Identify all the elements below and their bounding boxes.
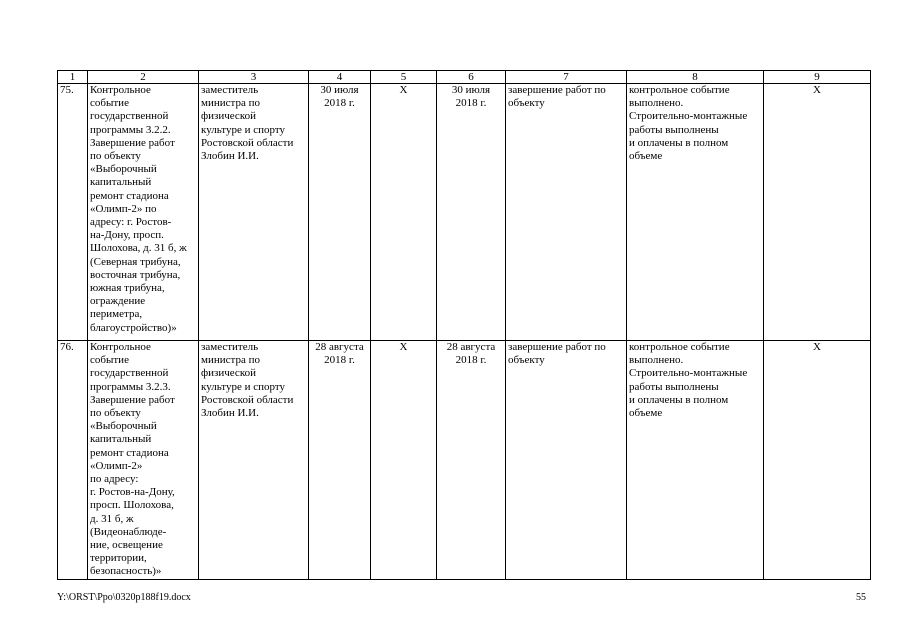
row-number: 76.	[58, 341, 88, 580]
result-cell: завершение работ по объекту	[506, 341, 627, 580]
fact-date-cell: 28 августа 2018 г.	[437, 341, 506, 580]
column-number: 1	[58, 71, 88, 84]
mark-cell: Х	[371, 84, 437, 341]
column-number: 7	[506, 71, 627, 84]
column-number: 9	[764, 71, 871, 84]
document-table	[57, 70, 871, 580]
table-row	[58, 341, 871, 580]
mark-cell: Х	[764, 341, 871, 580]
column-number: 5	[371, 71, 437, 84]
row-number: 75.	[58, 84, 88, 341]
control-event-cell: Контрольное событие государственной программы 3.2.2. Завершение работ по объекту «Выборочный капитальный ремонт стадиона «Олимп-2» по адресу: г. Ростов- на-Дону, просп. Шолохова, д. 31 б, ж (Северная трибуна, восточная трибуна, южная трибуна, ограждение периметра, благоустройство)»	[88, 84, 199, 341]
column-number: 4	[309, 71, 371, 84]
status-cell: контрольное событие выполнено. Строительно-монтажные работы выполнены и оплачены в полном объеме	[627, 84, 764, 341]
column-number: 2	[88, 71, 199, 84]
responsible-cell: заместитель министра по физической культуре и спорту Ростовской области Злобин И.И.	[199, 84, 309, 341]
plan-date-cell: 28 августа 2018 г.	[309, 341, 371, 580]
fact-date-cell: 30 июля 2018 г.	[437, 84, 506, 341]
column-number-row	[58, 71, 871, 84]
status-cell: контрольное событие выполнено. Строительно-монтажные работы выполнены и оплачены в полном объеме	[627, 341, 764, 580]
column-number: 6	[437, 71, 506, 84]
column-number: 3	[199, 71, 309, 84]
responsible-cell: заместитель министра по физической культуре и спорту Ростовской области Злобин И.И.	[199, 341, 309, 580]
mark-cell: Х	[371, 341, 437, 580]
column-number: 8	[627, 71, 764, 84]
control-event-cell: Контрольное событие государственной программы 3.2.3. Завершение работ по объекту «Выборочный капитальный ремонт стадиона «Олимп-2» по адресу: г. Ростов-на-Дону, просп. Шолохова, д. 31 б, ж (Видеонаблюде- ние, освещение территории, безопасность)»	[88, 341, 199, 580]
mark-cell: Х	[764, 84, 871, 341]
table-row	[58, 84, 871, 341]
result-cell: завершение работ по объекту	[506, 84, 627, 341]
footer-file-path: Y:\ORST\Ppo\0320p188f19.docx	[57, 592, 191, 603]
plan-date-cell: 30 июля 2018 г.	[309, 84, 371, 341]
page-number: 55	[856, 592, 866, 603]
